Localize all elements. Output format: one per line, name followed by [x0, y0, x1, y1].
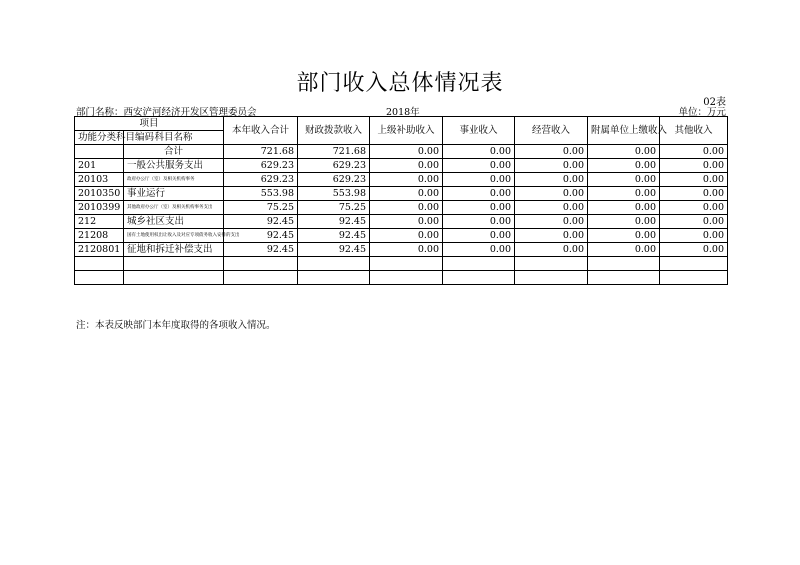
header-col-business: 事业收入	[443, 117, 515, 145]
total-value: 0.00	[660, 145, 728, 159]
table-row	[75, 243, 728, 257]
row-name: 城乡社区支出	[124, 215, 224, 229]
table-row	[75, 229, 728, 243]
row-value: 0.00	[443, 173, 515, 187]
row-name: 事业运行	[124, 187, 224, 201]
total-value: 0.00	[515, 145, 588, 159]
total-value: 0.00	[443, 145, 515, 159]
row-name: 其他政府办公厅（室）及相关机构事务支出	[124, 201, 224, 215]
row-code: 2010350	[75, 187, 124, 201]
row-value: 0.00	[660, 215, 728, 229]
row-code: 2120801	[75, 243, 124, 257]
row-value: 0.00	[370, 229, 443, 243]
meta-line	[76, 104, 726, 116]
row-value: 92.45	[224, 215, 298, 229]
table-row	[75, 159, 728, 173]
total-value: 0.00	[370, 145, 443, 159]
row-value: 553.98	[298, 187, 370, 201]
row-value: 0.00	[588, 215, 660, 229]
header-col-fiscal: 财政拨款收入	[298, 117, 370, 145]
row-name: 征地和拆迁补偿支出	[124, 243, 224, 257]
row-value: 629.23	[298, 173, 370, 187]
row-code: 212	[75, 215, 124, 229]
row-value: 0.00	[588, 229, 660, 243]
row-code: 20103	[75, 173, 124, 187]
row-value: 75.25	[298, 201, 370, 215]
row-name: 政府办公厅（室）及相关机构事务	[124, 173, 224, 187]
table-row-empty	[75, 257, 728, 271]
row-value: 0.00	[515, 229, 588, 243]
row-value: 0.00	[660, 159, 728, 173]
header-item: 项目	[75, 117, 224, 131]
row-value: 0.00	[443, 243, 515, 257]
row-name: 一般公共服务支出	[124, 159, 224, 173]
header-subject-name: 科目名称	[124, 131, 224, 145]
row-value: 0.00	[370, 215, 443, 229]
row-value: 0.00	[370, 159, 443, 173]
row-value: 92.45	[224, 229, 298, 243]
header-func-code: 功能分类科目编码	[75, 131, 124, 145]
row-name: 国有土地使用权出让收入及对应专项债务收入安排的支出	[124, 229, 224, 243]
row-value: 0.00	[370, 201, 443, 215]
total-value: 721.68	[298, 145, 370, 159]
row-value: 0.00	[660, 173, 728, 187]
row-value: 0.00	[588, 243, 660, 257]
row-value: 0.00	[515, 187, 588, 201]
row-value: 92.45	[224, 243, 298, 257]
row-value: 0.00	[370, 243, 443, 257]
table-row	[75, 201, 728, 215]
row-code: 2010399	[75, 201, 124, 215]
row-value: 0.00	[660, 187, 728, 201]
row-value: 0.00	[515, 159, 588, 173]
row-value: 92.45	[298, 215, 370, 229]
report-year: 2018年	[386, 107, 420, 118]
form-number: 02表	[703, 97, 726, 108]
row-value: 0.00	[443, 159, 515, 173]
income-table	[74, 116, 728, 285]
row-value: 0.00	[515, 243, 588, 257]
row-value: 0.00	[370, 173, 443, 187]
total-value: 0.00	[588, 145, 660, 159]
unit-label: 单位：万元	[678, 107, 726, 118]
row-value: 0.00	[443, 215, 515, 229]
row-value: 0.00	[515, 215, 588, 229]
table-row-total	[75, 145, 728, 159]
table-note: 注：本表反映部门本年度取得的各项收入情况。	[76, 320, 276, 331]
header-col-total: 本年收入合计	[224, 117, 298, 145]
row-value: 0.00	[370, 187, 443, 201]
row-value: 0.00	[443, 187, 515, 201]
row-value: 0.00	[443, 229, 515, 243]
row-value: 629.23	[224, 159, 298, 173]
table-row	[75, 187, 728, 201]
row-value: 0.00	[660, 229, 728, 243]
header-col-superior: 上级补助收入	[370, 117, 443, 145]
row-value: 92.45	[298, 243, 370, 257]
table-row	[75, 215, 728, 229]
row-value: 0.00	[515, 173, 588, 187]
row-value: 0.00	[660, 243, 728, 257]
row-value: 92.45	[298, 229, 370, 243]
table-row-empty	[75, 271, 728, 285]
row-value: 0.00	[660, 201, 728, 215]
row-value: 0.00	[588, 187, 660, 201]
header-col-affiliate: 附属单位上缴收入	[588, 117, 660, 145]
row-value: 629.23	[298, 159, 370, 173]
row-value: 0.00	[588, 159, 660, 173]
total-label: 合计	[124, 145, 224, 159]
row-value: 0.00	[443, 201, 515, 215]
row-value: 75.25	[224, 201, 298, 215]
row-value: 629.23	[224, 173, 298, 187]
total-value: 721.68	[224, 145, 298, 159]
row-value: 0.00	[588, 173, 660, 187]
row-code: 21208	[75, 229, 124, 243]
row-value: 0.00	[515, 201, 588, 215]
row-code: 201	[75, 159, 124, 173]
row-value: 0.00	[588, 201, 660, 215]
page-title: 部门收入总体情况表	[296, 71, 504, 96]
row-value: 553.98	[224, 187, 298, 201]
header-col-other: 其他收入	[660, 117, 728, 145]
table-row	[75, 173, 728, 187]
header-col-operating: 经营收入	[515, 117, 588, 145]
department-name: 部门名称：西安浐河经济开发区管理委员会	[76, 107, 257, 118]
